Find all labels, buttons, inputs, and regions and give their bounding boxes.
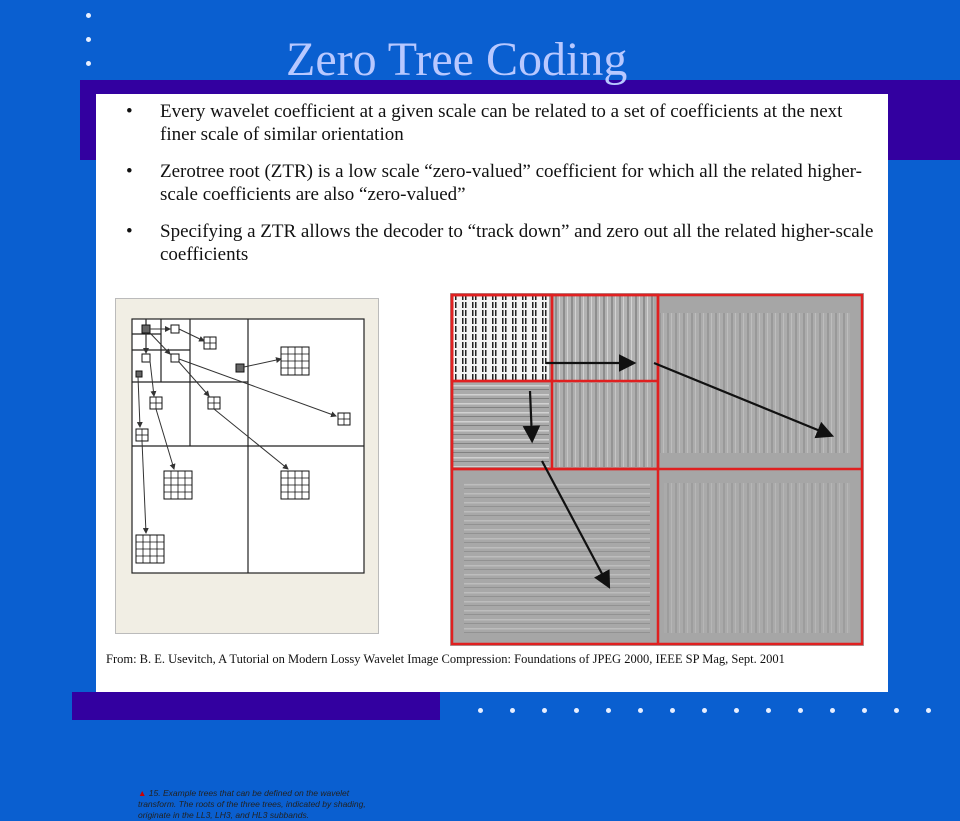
caption-marker: ▲ <box>138 788 147 798</box>
subband-decomposition <box>450 293 864 646</box>
decor-dot <box>670 708 675 713</box>
bullet-item <box>126 100 876 146</box>
decor-dot <box>86 13 91 18</box>
decor-dot <box>862 708 867 713</box>
decor-dot <box>702 708 707 713</box>
caption-text: 15. Example trees that can be defined on the wavelet transform. The roots of the three trees, indicated by shading, originate in the LL3, LH3, and HL3 subbands. <box>138 788 366 820</box>
bullet-marker: • <box>126 101 133 122</box>
decor-dot <box>606 708 611 713</box>
accent-bar-bottom <box>72 692 440 720</box>
subband-ll <box>453 296 549 380</box>
decor-dot <box>734 708 739 713</box>
decor-dot <box>894 708 899 713</box>
citation: From: B. E. Usevitch, A Tutorial on Modern Lossy Wavelet Image Compression: Foundations of JPEG 2000, IEEE SP Mag, Sept. 2001 <box>106 652 785 666</box>
wavelet-tree-figure <box>115 298 379 820</box>
decor-dot <box>638 708 643 713</box>
bullet-list <box>126 100 876 280</box>
decor-dot <box>510 708 515 713</box>
decor-dot <box>926 708 931 713</box>
slide-title: Zero Tree Coding <box>286 33 628 86</box>
bullet-text: Every wavelet coefficient at a given scale can be related to a set of coefficients at the next finer scale of similar orientation <box>160 101 843 145</box>
decor-dot <box>478 708 483 713</box>
wavelet-tree-diagram <box>116 299 378 633</box>
content-panel <box>96 94 888 820</box>
bullet-item <box>126 160 876 206</box>
bullet-text: Zerotree root (ZTR) is a low scale “zero-valued” coefficient for which all the related higher-scale coefficients are also “zero-valued” <box>160 161 862 205</box>
decor-dot <box>542 708 547 713</box>
bullet-text: Specifying a ZTR allows the decoder to “track down” and zero out all the related higher-scale coefficients <box>160 221 874 265</box>
bullet-marker: • <box>126 161 133 182</box>
bullet-item <box>126 220 876 266</box>
subband-hh-fine <box>664 483 850 633</box>
decor-dot <box>574 708 579 713</box>
subband-lh-coarse <box>453 383 549 467</box>
figure-caption <box>138 788 388 821</box>
decor-dot <box>830 708 835 713</box>
subband-lh-fine <box>464 483 650 633</box>
subband-hh-coarse <box>552 383 654 467</box>
subband-hl-coarse <box>552 296 654 380</box>
wavelet-transform-image <box>450 293 864 646</box>
decor-dot <box>86 37 91 42</box>
decor-dot <box>86 61 91 66</box>
decor-dot <box>798 708 803 713</box>
decor-dot <box>766 708 771 713</box>
bullet-marker: • <box>126 221 133 242</box>
